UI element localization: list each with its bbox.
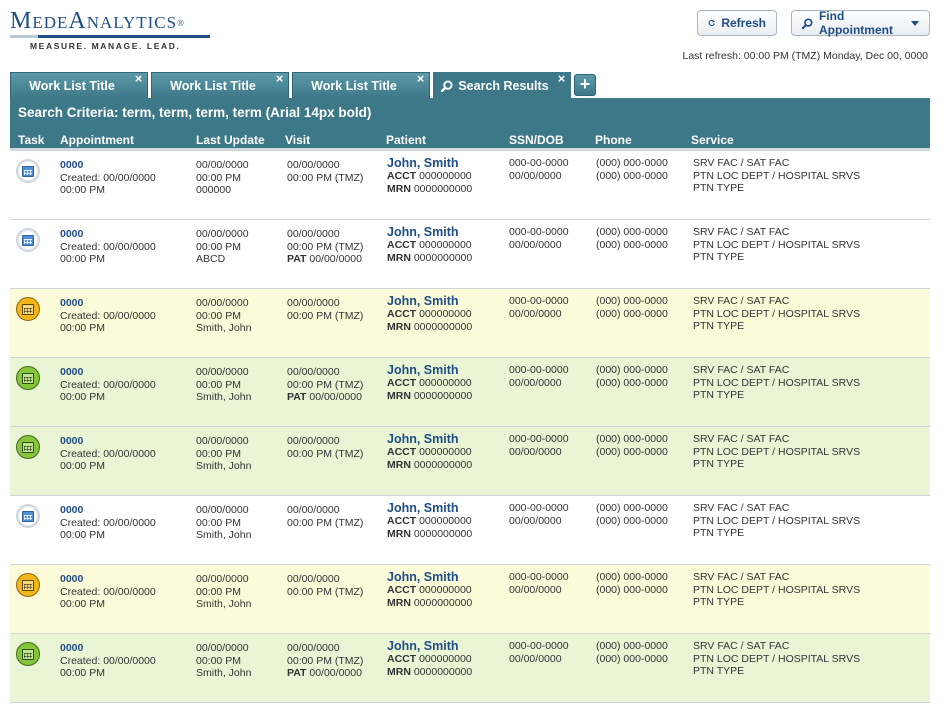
visit-cell bbox=[287, 366, 363, 404]
calendar-blue-icon[interactable] bbox=[16, 159, 40, 183]
tab-bar bbox=[10, 72, 596, 98]
phone-cell bbox=[596, 640, 668, 665]
visit-date: 00/00/0000 bbox=[287, 642, 340, 654]
patient-name-link[interactable]: John, Smith bbox=[387, 570, 459, 584]
visit-date: 00/00/0000 bbox=[287, 504, 340, 516]
acct-value: 000000000 bbox=[419, 446, 472, 458]
service-type: PTN TYPE bbox=[693, 389, 745, 401]
patient-cell bbox=[387, 225, 472, 264]
last-update-time: 00:00 PM bbox=[196, 585, 241, 598]
visit-date: 00/00/0000 bbox=[287, 297, 340, 309]
last-update-time: 00:00 PM bbox=[196, 378, 241, 391]
service-location: PTN LOC DEPT / HOSPITAL SRVS bbox=[693, 169, 861, 182]
last-update-time: 00:00 PM bbox=[196, 240, 241, 253]
tab-label: Work List Title bbox=[311, 78, 397, 93]
close-icon[interactable]: × bbox=[557, 71, 566, 86]
column-header-visit[interactable]: Visit bbox=[285, 133, 311, 147]
service-facility: SRV FAC / SAT FAC bbox=[693, 364, 790, 376]
visit-cell bbox=[287, 504, 363, 529]
last-update-time: 00:00 PM bbox=[196, 654, 241, 667]
service-cell bbox=[693, 433, 860, 471]
ssn-value: 000-00-0000 bbox=[509, 502, 569, 514]
appointment-created: Created: 00/00/0000 bbox=[60, 378, 156, 391]
ssn-value: 000-00-0000 bbox=[509, 157, 569, 169]
appointment-link[interactable]: 0000 bbox=[60, 228, 84, 240]
phone-cell bbox=[596, 364, 668, 389]
refresh-label: Refresh bbox=[721, 16, 766, 30]
appointment-cell bbox=[60, 366, 156, 404]
column-header-appointment[interactable]: Appointment bbox=[60, 133, 134, 147]
phone-secondary: (000) 000-0000 bbox=[596, 307, 668, 320]
appointment-time: 00:00 PM bbox=[60, 253, 105, 265]
appointment-cell bbox=[60, 159, 156, 197]
last-update-by: 000000 bbox=[196, 184, 232, 196]
calendar-blue-icon[interactable] bbox=[16, 228, 40, 252]
task-cell[interactable] bbox=[16, 228, 40, 252]
task-cell[interactable] bbox=[16, 366, 40, 390]
ssn-dob-cell bbox=[509, 226, 569, 251]
last-update-cell bbox=[196, 642, 251, 680]
mrn-value: 0000000000 bbox=[413, 389, 473, 402]
search-icon bbox=[802, 17, 813, 30]
find-appointment-button[interactable] bbox=[791, 10, 930, 36]
phone-cell bbox=[596, 226, 668, 251]
service-type: PTN TYPE bbox=[693, 251, 745, 263]
logo-tagline: MEASURE. MANAGE. LEAD. bbox=[30, 41, 181, 51]
service-facility: SRV FAC / SAT FAC bbox=[693, 295, 790, 307]
visit-cell bbox=[287, 228, 363, 266]
service-cell bbox=[693, 295, 860, 333]
acct-value: 000000000 bbox=[419, 308, 472, 320]
phone-cell bbox=[596, 295, 668, 320]
service-cell bbox=[693, 157, 860, 195]
visit-cell bbox=[287, 297, 363, 322]
close-icon[interactable]: × bbox=[275, 71, 284, 86]
appointment-created: Created: 00/00/0000 bbox=[60, 447, 156, 460]
phone-secondary: (000) 000-0000 bbox=[596, 583, 668, 596]
appointment-time: 00:00 PM bbox=[60, 460, 105, 472]
service-facility: SRV FAC / SAT FAC bbox=[693, 226, 790, 238]
visit-time: 00:00 PM (TMZ) bbox=[287, 378, 364, 391]
dob-value: 00/00/0000 bbox=[509, 376, 562, 389]
dob-value: 00/00/0000 bbox=[509, 514, 562, 527]
last-update-cell bbox=[196, 228, 249, 266]
refresh-button[interactable] bbox=[697, 10, 777, 36]
visit-date: 00/00/0000 bbox=[287, 573, 340, 585]
mrn-value: 0000000000 bbox=[413, 596, 473, 609]
service-type: PTN TYPE bbox=[693, 596, 745, 608]
service-type: PTN TYPE bbox=[693, 527, 745, 539]
appointment-created: Created: 00/00/0000 bbox=[60, 309, 156, 322]
visit-time: 00:00 PM (TMZ) bbox=[287, 240, 364, 253]
last-update-time: 00:00 PM bbox=[196, 309, 241, 322]
last-update-by: Smith, John bbox=[196, 598, 252, 610]
last-update-date: 00/00/0000 bbox=[196, 297, 249, 309]
appointment-created: Created: 00/00/0000 bbox=[60, 171, 156, 184]
ssn-dob-cell bbox=[509, 502, 569, 527]
mrn-label: MRN bbox=[387, 251, 411, 264]
service-location: PTN LOC DEPT / HOSPITAL SRVS bbox=[693, 376, 861, 389]
tab-search-results[interactable] bbox=[433, 72, 571, 98]
phone-secondary: (000) 000-0000 bbox=[596, 169, 668, 182]
task-cell[interactable] bbox=[16, 435, 40, 459]
last-update-cell bbox=[196, 504, 251, 542]
ssn-value: 000-00-0000 bbox=[509, 364, 569, 376]
acct-value: 000000000 bbox=[419, 239, 472, 251]
ssn-dob-cell bbox=[509, 295, 569, 320]
last-update-date: 00/00/0000 bbox=[196, 159, 249, 171]
appointment-cell bbox=[60, 573, 156, 611]
ssn-dob-cell bbox=[509, 640, 569, 665]
service-location: PTN LOC DEPT / HOSPITAL SRVS bbox=[693, 445, 861, 458]
phone-primary: (000) 000-0000 bbox=[596, 157, 668, 169]
last-update-by: Smith, John bbox=[196, 667, 252, 679]
dob-value: 00/00/0000 bbox=[509, 583, 562, 596]
visit-cell bbox=[287, 159, 363, 184]
visit-pat bbox=[287, 253, 363, 266]
dob-value: 00/00/0000 bbox=[509, 652, 562, 665]
appointment-link[interactable]: 0000 bbox=[60, 504, 84, 516]
appointment-time: 00:00 PM bbox=[60, 391, 105, 403]
pat-label: PAT bbox=[287, 391, 307, 403]
service-facility: SRV FAC / SAT FAC bbox=[693, 640, 790, 652]
table-row[interactable] bbox=[10, 358, 930, 427]
patient-name-link[interactable]: John, Smith bbox=[387, 225, 459, 239]
acct-label: ACCT bbox=[387, 239, 417, 251]
patient-cell bbox=[387, 156, 472, 195]
ssn-dob-cell bbox=[509, 364, 569, 389]
acct-label: ACCT bbox=[387, 653, 417, 665]
ssn-dob-cell bbox=[509, 433, 569, 458]
service-cell bbox=[693, 226, 860, 264]
last-update-date: 00/00/0000 bbox=[196, 504, 249, 516]
last-update-date: 00/00/0000 bbox=[196, 228, 249, 240]
pat-value: 00/00/0000 bbox=[309, 391, 362, 403]
column-header-ssn-dob[interactable]: SSN/DOB bbox=[509, 133, 564, 147]
visit-time: 00:00 PM (TMZ) bbox=[287, 309, 364, 322]
find-appointment-label: Find Appointment bbox=[818, 9, 893, 37]
last-update-cell bbox=[196, 159, 249, 197]
visit-date: 00/00/0000 bbox=[287, 366, 340, 378]
visit-pat bbox=[287, 667, 363, 680]
phone-primary: (000) 000-0000 bbox=[596, 433, 668, 445]
last-update-by: Smith, John bbox=[196, 391, 252, 403]
column-header-last-update[interactable]: Last Update bbox=[196, 133, 265, 147]
last-update-by: Smith, John bbox=[196, 460, 252, 472]
last-update-by: ABCD bbox=[196, 253, 226, 265]
dob-value: 00/00/0000 bbox=[509, 445, 562, 458]
ssn-value: 000-00-0000 bbox=[509, 571, 569, 583]
last-update-cell bbox=[196, 297, 251, 335]
phone-secondary: (000) 000-0000 bbox=[596, 445, 668, 458]
task-cell[interactable] bbox=[16, 504, 40, 528]
close-icon[interactable]: × bbox=[134, 71, 143, 86]
search-icon bbox=[441, 80, 453, 92]
acct-label: ACCT bbox=[387, 308, 417, 320]
phone-cell bbox=[596, 571, 668, 596]
appointment-link[interactable]: 0000 bbox=[60, 642, 84, 654]
table-row[interactable] bbox=[10, 496, 930, 565]
phone-secondary: (000) 000-0000 bbox=[596, 514, 668, 527]
last-update-time: 00:00 PM bbox=[196, 447, 241, 460]
appointment-link[interactable]: 0000 bbox=[60, 435, 84, 447]
ssn-value: 000-00-0000 bbox=[509, 640, 569, 652]
app-logo bbox=[10, 8, 210, 51]
phone-primary: (000) 000-0000 bbox=[596, 502, 668, 514]
last-update-time: 00:00 PM bbox=[196, 516, 241, 529]
task-cell[interactable] bbox=[16, 297, 40, 321]
column-header-phone[interactable]: Phone bbox=[595, 133, 632, 147]
service-location: PTN LOC DEPT / HOSPITAL SRVS bbox=[693, 652, 861, 665]
patient-cell bbox=[387, 432, 472, 471]
visit-time: 00:00 PM (TMZ) bbox=[287, 516, 364, 529]
acct-value: 000000000 bbox=[419, 653, 472, 665]
acct-label: ACCT bbox=[387, 377, 417, 389]
task-cell[interactable] bbox=[16, 642, 40, 666]
acct-value: 000000000 bbox=[419, 377, 472, 389]
appointment-cell bbox=[60, 297, 156, 335]
appointment-link[interactable]: 0000 bbox=[60, 159, 84, 171]
mrn-label: MRN bbox=[387, 596, 411, 609]
patient-cell bbox=[387, 294, 472, 333]
table-row[interactable] bbox=[10, 220, 930, 289]
visit-cell bbox=[287, 435, 363, 460]
mrn-label: MRN bbox=[387, 389, 411, 402]
mrn-value: 0000000000 bbox=[413, 251, 473, 264]
service-cell bbox=[693, 571, 860, 609]
appointment-time: 00:00 PM bbox=[60, 184, 105, 196]
service-type: PTN TYPE bbox=[693, 458, 745, 470]
mrn-label: MRN bbox=[387, 182, 411, 195]
mrn-label: MRN bbox=[387, 458, 411, 471]
acct-label: ACCT bbox=[387, 170, 417, 182]
service-cell bbox=[693, 502, 860, 540]
column-header-patient[interactable]: Patient bbox=[386, 133, 427, 147]
patient-cell bbox=[387, 363, 472, 402]
calendar-green-icon[interactable] bbox=[16, 642, 40, 666]
add-tab-button[interactable]: + bbox=[574, 74, 596, 96]
visit-time: 00:00 PM (TMZ) bbox=[287, 171, 364, 184]
service-cell bbox=[693, 364, 860, 402]
phone-secondary: (000) 000-0000 bbox=[596, 652, 668, 665]
pat-value: 00/00/0000 bbox=[309, 667, 362, 679]
last-update-by: Smith, John bbox=[196, 529, 252, 541]
phone-primary: (000) 000-0000 bbox=[596, 571, 668, 583]
phone-primary: (000) 000-0000 bbox=[596, 364, 668, 376]
appointment-time: 00:00 PM bbox=[60, 322, 105, 334]
service-facility: SRV FAC / SAT FAC bbox=[693, 502, 790, 514]
patient-cell bbox=[387, 639, 472, 678]
visit-cell bbox=[287, 573, 363, 598]
service-location: PTN LOC DEPT / HOSPITAL SRVS bbox=[693, 307, 861, 320]
mrn-value: 0000000000 bbox=[413, 527, 473, 540]
patient-name-link[interactable]: John, Smith bbox=[387, 156, 459, 170]
last-update-date: 00/00/0000 bbox=[196, 642, 249, 654]
service-facility: SRV FAC / SAT FAC bbox=[693, 433, 790, 445]
results-list bbox=[10, 151, 930, 703]
visit-cell bbox=[287, 642, 363, 680]
last-update-date: 00/00/0000 bbox=[196, 366, 249, 378]
visit-time: 00:00 PM (TMZ) bbox=[287, 654, 364, 667]
appointment-created: Created: 00/00/0000 bbox=[60, 516, 156, 529]
calendar-blue-icon[interactable] bbox=[16, 504, 40, 528]
calendar-green-icon[interactable] bbox=[16, 366, 40, 390]
chevron-down-icon bbox=[911, 21, 919, 26]
last-update-cell bbox=[196, 573, 251, 611]
mrn-value: 0000000000 bbox=[413, 665, 473, 678]
task-cell[interactable] bbox=[16, 573, 40, 597]
visit-time: 00:00 PM (TMZ) bbox=[287, 585, 364, 598]
appointment-cell bbox=[60, 504, 156, 542]
acct-label: ACCT bbox=[387, 515, 417, 527]
appointment-time: 00:00 PM bbox=[60, 667, 105, 679]
appointment-cell bbox=[60, 435, 156, 473]
last-update-by: Smith, John bbox=[196, 322, 252, 334]
visit-date: 00/00/0000 bbox=[287, 435, 340, 447]
last-update-cell bbox=[196, 435, 251, 473]
service-facility: SRV FAC / SAT FAC bbox=[693, 157, 790, 169]
phone-secondary: (000) 000-0000 bbox=[596, 376, 668, 389]
mrn-label: MRN bbox=[387, 665, 411, 678]
service-cell bbox=[693, 640, 860, 678]
appointment-created: Created: 00/00/0000 bbox=[60, 654, 156, 667]
appointment-cell bbox=[60, 642, 156, 680]
service-location: PTN LOC DEPT / HOSPITAL SRVS bbox=[693, 514, 861, 527]
table-row[interactable] bbox=[10, 289, 930, 358]
mrn-label: MRN bbox=[387, 320, 411, 333]
logo-wordmark: MedeAnalytics® bbox=[10, 8, 185, 34]
patient-name-link[interactable]: John, Smith bbox=[387, 294, 459, 308]
column-header-service[interactable]: Service bbox=[691, 133, 734, 147]
ssn-dob-cell bbox=[509, 157, 569, 182]
phone-primary: (000) 000-0000 bbox=[596, 226, 668, 238]
appointment-time: 00:00 PM bbox=[60, 598, 105, 610]
patient-name-link[interactable]: John, Smith bbox=[387, 639, 459, 653]
last-refresh-text: Last refresh: 00:00 PM (TMZ) Monday, Dec 00, 0000 bbox=[682, 50, 928, 62]
patient-name-link[interactable]: John, Smith bbox=[387, 432, 459, 446]
close-icon[interactable]: × bbox=[416, 71, 425, 86]
tab-work-list-1[interactable] bbox=[10, 72, 148, 98]
tab-work-list-2[interactable] bbox=[151, 72, 289, 98]
pat-label: PAT bbox=[287, 667, 307, 679]
tab-label: Work List Title bbox=[29, 78, 115, 93]
service-location: PTN LOC DEPT / HOSPITAL SRVS bbox=[693, 583, 861, 596]
mrn-value: 0000000000 bbox=[413, 320, 473, 333]
table-row[interactable] bbox=[10, 427, 930, 496]
phone-primary: (000) 000-0000 bbox=[596, 640, 668, 652]
tab-label: Work List Title bbox=[170, 78, 256, 93]
dob-value: 00/00/0000 bbox=[509, 169, 562, 182]
table-row[interactable] bbox=[10, 565, 930, 634]
calendar-green-icon[interactable] bbox=[16, 435, 40, 459]
last-update-date: 00/00/0000 bbox=[196, 573, 249, 585]
visit-date: 00/00/0000 bbox=[287, 159, 340, 171]
logo-underline bbox=[10, 35, 210, 38]
table-header bbox=[10, 127, 930, 151]
phone-cell bbox=[596, 157, 668, 182]
appointment-link[interactable]: 0000 bbox=[60, 573, 84, 585]
ssn-value: 000-00-0000 bbox=[509, 433, 569, 445]
dob-value: 00/00/0000 bbox=[509, 238, 562, 251]
acct-value: 000000000 bbox=[419, 584, 472, 596]
last-update-cell bbox=[196, 366, 251, 404]
visit-time: 00:00 PM (TMZ) bbox=[287, 447, 364, 460]
mrn-label: MRN bbox=[387, 527, 411, 540]
tab-work-list-3[interactable] bbox=[292, 72, 430, 98]
appointment-link[interactable]: 0000 bbox=[60, 297, 84, 309]
service-type: PTN TYPE bbox=[693, 665, 745, 677]
calendar-yellow-icon[interactable] bbox=[16, 573, 40, 597]
appointment-cell bbox=[60, 228, 156, 266]
service-type: PTN TYPE bbox=[693, 182, 745, 194]
appointment-link[interactable]: 0000 bbox=[60, 366, 84, 378]
pat-value: 00/00/0000 bbox=[309, 253, 362, 265]
dob-value: 00/00/0000 bbox=[509, 307, 562, 320]
visit-date: 00/00/0000 bbox=[287, 228, 340, 240]
mrn-value: 0000000000 bbox=[413, 458, 473, 471]
patient-name-link[interactable]: John, Smith bbox=[387, 363, 459, 377]
acct-label: ACCT bbox=[387, 446, 417, 458]
tab-label: Search Results bbox=[458, 78, 549, 93]
phone-primary: (000) 000-0000 bbox=[596, 295, 668, 307]
acct-value: 000000000 bbox=[419, 515, 472, 527]
refresh-icon bbox=[708, 16, 715, 30]
phone-cell bbox=[596, 502, 668, 527]
ssn-value: 000-00-0000 bbox=[509, 295, 569, 307]
phone-cell bbox=[596, 433, 668, 458]
appointment-created: Created: 00/00/0000 bbox=[60, 585, 156, 598]
last-update-date: 00/00/0000 bbox=[196, 435, 249, 447]
task-cell[interactable] bbox=[16, 159, 40, 183]
column-header-task[interactable]: Task bbox=[18, 133, 45, 147]
service-type: PTN TYPE bbox=[693, 320, 745, 332]
visit-pat bbox=[287, 391, 363, 404]
table-row[interactable] bbox=[10, 634, 930, 703]
appointment-created: Created: 00/00/0000 bbox=[60, 240, 156, 253]
patient-cell bbox=[387, 501, 472, 540]
patient-cell bbox=[387, 570, 472, 609]
service-location: PTN LOC DEPT / HOSPITAL SRVS bbox=[693, 238, 861, 251]
acct-value: 000000000 bbox=[419, 170, 472, 182]
search-criteria: Search Criteria: term, term, term, term (Arial 14px bold) bbox=[10, 98, 930, 127]
acct-label: ACCT bbox=[387, 584, 417, 596]
calendar-yellow-icon[interactable] bbox=[16, 297, 40, 321]
mrn-value: 0000000000 bbox=[413, 182, 473, 195]
appointment-time: 00:00 PM bbox=[60, 529, 105, 541]
ssn-dob-cell bbox=[509, 571, 569, 596]
table-row[interactable] bbox=[10, 151, 930, 220]
pat-label: PAT bbox=[287, 253, 307, 265]
phone-secondary: (000) 000-0000 bbox=[596, 238, 668, 251]
service-facility: SRV FAC / SAT FAC bbox=[693, 571, 790, 583]
last-update-time: 00:00 PM bbox=[196, 171, 241, 184]
ssn-value: 000-00-0000 bbox=[509, 226, 569, 238]
patient-name-link[interactable]: John, Smith bbox=[387, 501, 459, 515]
